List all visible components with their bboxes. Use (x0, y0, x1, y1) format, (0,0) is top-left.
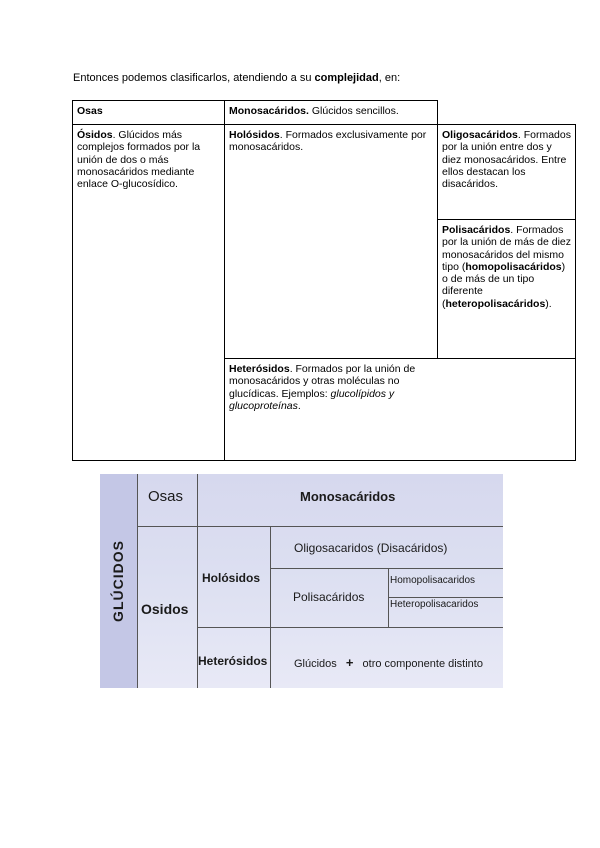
cell-monosacaridos (224, 100, 438, 125)
divider (270, 526, 271, 688)
divider (197, 627, 503, 628)
poli-hetero: heteropolisacáridos (445, 297, 546, 310)
holo-text: . Formados exclusivamente por monosacáridos. (229, 129, 427, 154)
diagram-poli: Polisacáridos (293, 590, 365, 604)
poli-text3: ). (545, 297, 552, 310)
glucidos-diagram (100, 474, 503, 688)
diagram-homo: Homopolisacaridos (390, 575, 476, 586)
hetero-italic: glucolípidos y glucoproteínas (229, 387, 395, 412)
glucidos-vertical-label: GLÚCIDOS (110, 540, 126, 622)
cell-oligosacaridos (437, 124, 576, 220)
diagram-monosacaridos: Monosacáridos (300, 489, 396, 504)
divider (388, 597, 503, 598)
diagram-side-band (100, 474, 138, 688)
holo-bold: Holósidos (229, 129, 280, 141)
diagram-osas: Osas (148, 488, 184, 505)
intro-bold: complejidad (314, 72, 379, 84)
cell-polisacaridos (437, 219, 576, 359)
hetero-text: . Formados por la unión de monosacáridos y otras moléculas no glucídicas. Ejemplos: (229, 363, 416, 400)
oligo-text: . Formados por la unión entre dos y diez monosacáridos. Entre ellos destacan los disacáridos. (442, 129, 571, 191)
diagram-hetero: Heteropolisacaridos (390, 599, 479, 610)
diagram-otro: otro componente distinto (362, 658, 483, 670)
poli-bold: Polisacáridos (442, 224, 511, 236)
oligo-bold: Oligosacáridos (442, 129, 518, 141)
osidos-bold: Ósidos (77, 129, 113, 141)
divider (137, 526, 503, 527)
diagram-glucidos: Glúcidos (294, 658, 337, 670)
intro-before: Entonces podemos clasificarlos, atendiendo a su (73, 72, 315, 84)
diagram-heterosidos: Heterósidos (198, 654, 268, 668)
plus-icon: + (345, 655, 354, 670)
intro-after: , en: (378, 72, 401, 84)
cell-osidos (72, 124, 225, 461)
diagram-osidos: Osidos (141, 601, 189, 617)
cell-holosidos (224, 124, 438, 359)
diagram-oligo: Oligosacaridos (Disacáridos) (294, 541, 448, 555)
divider (270, 568, 503, 569)
diagram-holosidos: Holósidos (202, 571, 261, 585)
cell-osas (72, 100, 225, 125)
intro-text (73, 72, 400, 84)
diagram-glucidos-plus-line (294, 655, 483, 670)
mono-bold: Monosacáridos. (229, 105, 309, 117)
classification-table (72, 100, 576, 461)
hetero-bold: Heterósidos (229, 363, 290, 375)
poli-text1: . Formados por la unión de más de diez monosacáridos del mismo tipo ( (442, 224, 571, 273)
osas-label: Osas (77, 105, 103, 117)
poli-text2: ) o de más de un tipo diferente ( (442, 260, 566, 310)
mono-text: Glúcidos sencillos. (308, 105, 399, 117)
cell-heterosidos (224, 358, 576, 461)
hetero-end: . (297, 399, 301, 412)
osidos-text: . Glúcidos más complejos formados por la unión de dos o más monosacáridos mediante enlace O-glucosídico. (77, 129, 201, 191)
poli-homo: homopolisacáridos (465, 260, 562, 273)
